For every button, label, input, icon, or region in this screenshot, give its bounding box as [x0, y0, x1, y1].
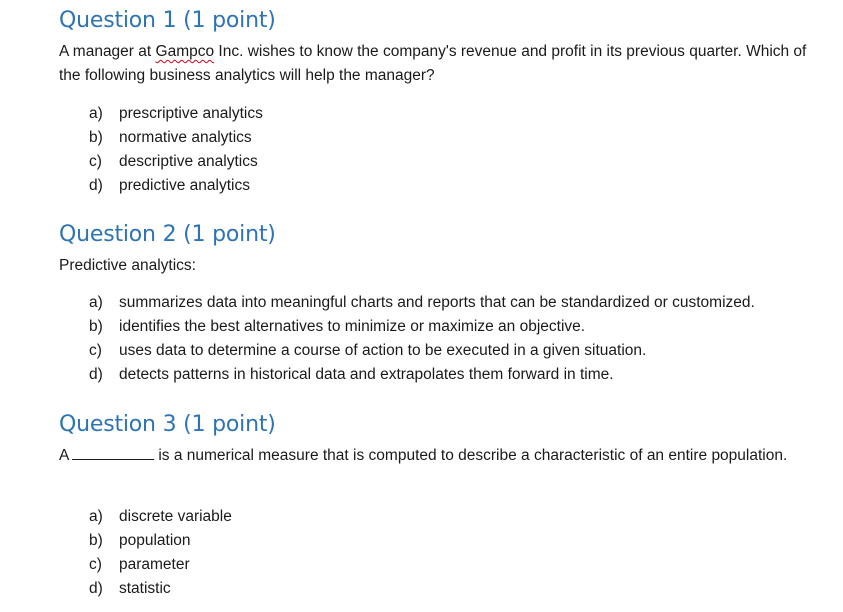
option-letter: a): [89, 294, 103, 311]
option-text: descriptive analytics: [119, 153, 258, 170]
option-letter: a): [89, 105, 103, 122]
option-text: summarizes data into meaningful charts and reports that can be standardized or customized.: [119, 294, 755, 311]
option-letter: c): [89, 556, 102, 573]
option-letter: b): [89, 129, 103, 146]
question-2: [59, 222, 829, 278]
option-letter: d): [89, 366, 103, 383]
question-1-prompt-end: Inc. wishes to know the company's revenue and profit in its previous quarter. Which of the following business analytics will help the manager?: [59, 43, 807, 84]
option-item: [89, 529, 232, 553]
question-3-prompt-start: A: [59, 447, 70, 464]
question-3: [59, 412, 829, 468]
option-text: predictive analytics: [119, 177, 250, 194]
option-text: identifies the best alternatives to minimize or maximize an objective.: [119, 318, 586, 335]
option-item: [89, 291, 755, 315]
option-letter: b): [89, 318, 103, 335]
option-text: statistic: [119, 580, 171, 597]
option-text: population: [119, 532, 191, 549]
option-text: discrete variable: [119, 508, 232, 525]
question-1-heading: Question 1 (1 point): [59, 8, 276, 33]
question-3-heading: Question 3 (1 point): [59, 412, 276, 437]
option-letter: d): [89, 177, 103, 194]
option-letter: d): [89, 580, 103, 597]
option-item: [89, 339, 755, 363]
option-item: [89, 505, 232, 529]
fill-in-blank: [72, 445, 154, 460]
option-item: [89, 174, 263, 198]
option-item: [89, 577, 232, 601]
option-text: detects patterns in historical data and extrapolates them forward in time.: [119, 366, 614, 383]
option-item: [89, 126, 263, 150]
option-letter: a): [89, 508, 103, 525]
option-item: [89, 363, 755, 387]
option-item: [89, 315, 755, 339]
question-3-options: [89, 505, 232, 601]
question-2-options: [89, 291, 755, 387]
question-2-prompt: Predictive analytics:: [59, 257, 196, 274]
misspelled-word[interactable]: Gampco: [155, 43, 215, 60]
option-letter: c): [89, 342, 102, 359]
question-1: [59, 8, 829, 88]
option-letter: b): [89, 532, 103, 549]
option-text: prescriptive analytics: [119, 105, 263, 122]
question-1-options: [89, 102, 263, 198]
option-item: [89, 150, 263, 174]
option-text: normative analytics: [119, 129, 252, 146]
option-text: parameter: [119, 556, 190, 573]
question-2-heading: Question 2 (1 point): [59, 222, 276, 247]
option-item: [89, 102, 263, 126]
question-3-prompt-end: is a numerical measure that is computed to describe a characteristic of an entire population.: [158, 447, 788, 464]
question-3-prompt: [59, 444, 829, 468]
option-text: uses data to determine a course of action to be executed in a given situation.: [119, 342, 647, 359]
question-1-prompt: [59, 40, 829, 88]
option-letter: c): [89, 153, 102, 170]
option-item: [89, 553, 232, 577]
question-1-prompt-start: A manager at: [59, 43, 156, 60]
